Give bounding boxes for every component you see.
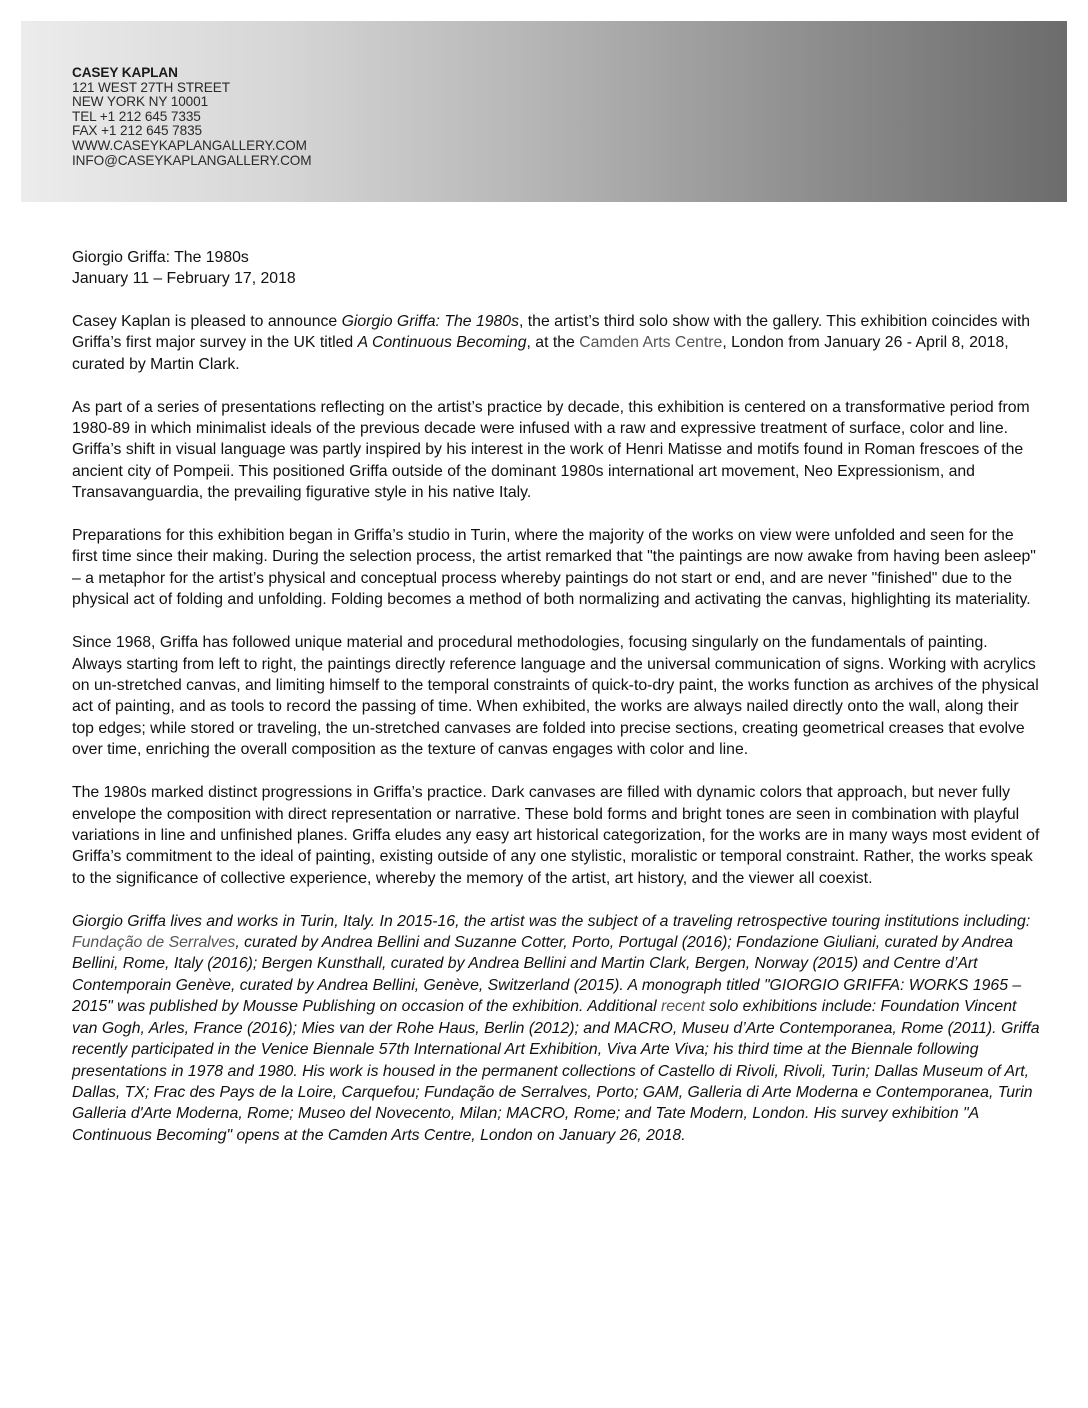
gallery-address-street: 121 WEST 27TH STREET <box>72 79 230 95</box>
bio-institution-name: Fundação de Serralves <box>72 934 236 952</box>
press-release-body <box>72 247 1040 1168</box>
intro-venue-name: Camden Arts Centre <box>579 334 723 352</box>
gallery-website: WWW.CASEYKAPLANGALLERY.COM <box>72 137 307 153</box>
paragraph-preparations: Preparations for this exhibition began in Griffa’s studio in Turin, where the majority of the works on view were unfolded and seen for the first time since their making. During the selection process, the artist remarked that "the paintings are now awake from having been asleep" – a metaphor for the artist’s physical and conceptual process whereby paintings do not start or end, and are never "finished" due to the physical act of folding and unfolding. Folding becomes a method of both normalizing and activating the canvas, highlighting its materiality. <box>72 527 1036 609</box>
bio-recent-word: recent <box>661 998 705 1016</box>
paragraph-1980s-progressions: The 1980s marked distinct progressions in Griffa’s practice. Dark canvases are filled with dynamic colors that approach, but never fully envelope the composition with direct representation or narrative. These bold forms and bright tones are seen in combination with playful variations in line and unfinished planes. Griffa eludes any easy art historical categorization, for the works are in many ways most evident of Griffa’s commitment to the ideal of painting, existing outside of any one stylistic, moralistic or temporal constraint. Rather, the works speak to the significance of collective experience, whereby the memory of the artist, art history, and the viewer all coexist. <box>72 784 1040 887</box>
bio-text-3: solo exhibitions include: Foundation Vincent van Gogh, Arles, France (2016); Mies van der Rohe Haus, Berlin (2012); and MACRO, Museu d’Arte Contemporanea, Rome (2011). Griffa recently participated in the Venice Biennale 57th International Art Exhibition, Viva Arte Viva; his third time at the Biennale following presentations in 1978 and 1980. His work is housed in the permanent collections of Castello di Rivoli, Rivoli, Turin; Dallas Museum of Art, Dallas, TX; Frac des Pays de la Loire, Carquefou; Fundação de Serralves, Porto; GAM, Galleria di Arte Moderna e Contemporanea, Turin Galleria d'Arte Moderna, Rome; Museo del Novecento, Milan; MACRO, Rome; and Tate Modern, London. His survey exhibition "A Continuous Becoming" opens at the Camden Arts Centre, London on January 26, 2018. <box>72 998 1040 1144</box>
bio-text-1: Giorgio Griffa lives and works in Turin, Italy. In 2015-16, the artist was the subject of a traveling retrospective touring institutions including: <box>72 912 1031 930</box>
intro-show-title: Giorgio Griffa: The 1980s <box>341 312 519 330</box>
intro-paragraph <box>72 311 1040 375</box>
paragraph-decade-presentation: As part of a series of presentations reflecting on the artist’s practice by decade, this exhibition is centered on a transformative period from 1980-89 in which minimalist ideals of the previous decade were infused with a raw and expressive treatment of surface, color and line. Griffa’s shift in visual language was partly inspired by his interest in the work of Henri Matisse and motifs found in Roman frescoes of the ancient city of Pompeii. This positioned Griffa outside of the dominant 1980s international art movement, Neo Expressionism, and Transavanguardia, the prevailing figurative style in his native Italy. <box>72 398 1030 502</box>
artist-bio-paragraph <box>72 911 1040 1146</box>
letterhead-banner <box>21 21 1067 202</box>
gallery-name: CASEY KAPLAN <box>72 65 178 80</box>
intro-text-3: , at the <box>526 334 580 352</box>
exhibition-heading <box>72 247 1040 290</box>
bio-text-2: , curated by Andrea Bellini and Suzanne Cotter, Porto, Portugal (2016); Fondazione Giuliani, curated by Andrea Bellini, Rome, Italy (2016); Bergen Kunsthall, curated by Andrea Bellini and Martin Clark, Bergen, Norway (2015) and Centre d’Art Contemporain Genève, curated by Andrea Bellini, Genève, Switzerland (2015). A monograph titled "GIORGIO GRIFFA: WORKS 1965 – 2015" was published by Mousse Publishing on occasion of the exhibition. Additional <box>72 934 1022 1016</box>
intro-text-2: , the artist’s third solo show with the gallery. This exhibition coincides with Griffa’s first major survey in the UK titled <box>72 312 1031 352</box>
intro-text-1: Casey Kaplan is pleased to announce <box>72 312 342 330</box>
gallery-contact-block <box>72 66 312 168</box>
exhibition-dates: January 11 – February 17, 2018 <box>72 270 296 288</box>
exhibition-title: Giorgio Griffa: The 1980s <box>72 249 249 266</box>
paragraph-methodology: Since 1968, Griffa has followed unique material and procedural methodologies, focusing singularly on the fundamentals of painting. Always starting from left to right, the paintings directly reference language and the universal communication of signs. Working with acrylics on un-stretched canvas, and limiting himself to the temporal constraints of quick-to-dry paint, the works function as archives of the physical act of painting, and as tools to record the passing of time. When exhibited, the works are always nailed directly onto the wall, along their top edges; while stored or traveling, the un-stretched canvases are folded into precise sections, creating geometrical creases that evolve over time, enriching the overall composition as the texture of canvas engages with color and line. <box>72 634 1039 759</box>
gallery-email: INFO@CASEYKAPLANGALLERY.COM <box>72 152 312 168</box>
gallery-address-city: NEW YORK NY 10001 <box>72 94 209 110</box>
intro-survey-title: A Continuous Becoming <box>357 334 527 352</box>
gallery-fax: FAX +1 212 645 7835 <box>72 123 202 139</box>
intro-text-4: , London from January 26 - April 8, 2018, curated by Martin Clark. <box>72 334 1009 373</box>
gallery-telephone: TEL +1 212 645 7335 <box>72 108 201 124</box>
